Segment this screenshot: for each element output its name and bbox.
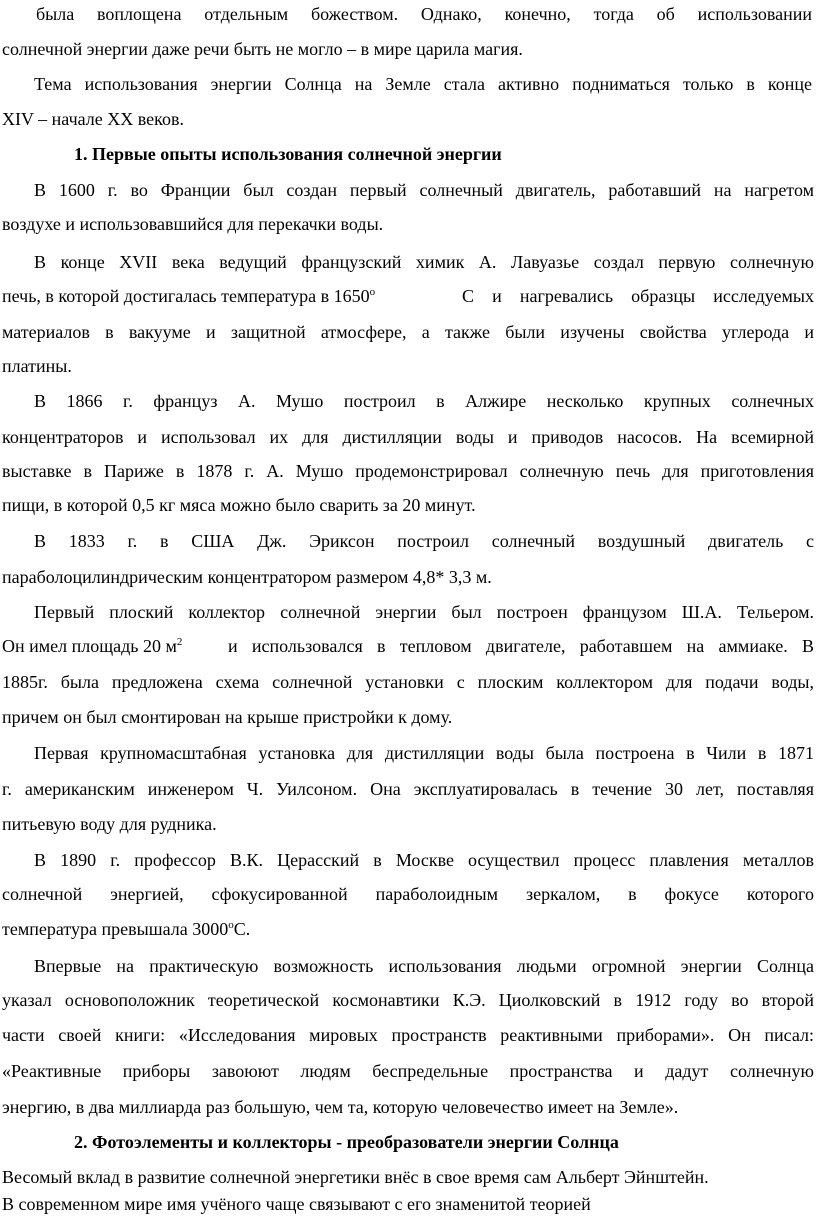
text-line: питьевую воду для рудника. xyxy=(2,814,217,834)
text-line: Весомый вклад в развитие солнечной энергетики внёс в свое время сам Альберт Эйнштейн. xyxy=(2,1167,709,1187)
text-line-with-superscript xyxy=(2,918,816,940)
section-heading-2: 2. Фотоэлементы и коллекторы - преобразователи энергии Солнца xyxy=(74,1132,619,1152)
text-line: В 1833 г. в США Дж. Эриксон построил солнечный воздушный двигатель с xyxy=(34,531,814,551)
text-line: Тема использования энергии Солнца на Земле стала активно подниматься только в конце xyxy=(34,74,812,94)
squared-sign: 2 xyxy=(176,636,183,648)
text-line: солнечной энергией, сфокусированной параболоидным зеркалом, в фокусе которого xyxy=(2,884,814,904)
text-fragment: печь, в которой достигалась температура в 1650 xyxy=(2,286,370,306)
text-fragment: и использовался в тепловом двигателе, работавшем на аммиаке. В xyxy=(228,636,814,656)
text-fragment: температура превышала 3000 xyxy=(2,919,229,939)
text-line: пищи, в которой 0,5 кг мяса можно было сварить за 20 минут. xyxy=(2,495,476,515)
text-line: Первая крупномасштабная установка для дистилляции воды была построена в Чили в 1871 xyxy=(34,743,814,763)
degree-sign: о xyxy=(369,286,376,298)
text-line: энергию, в два миллиарда раз большую, чем та, которую человечество имеет на Земле». xyxy=(2,1097,679,1117)
text-line: В 1890 г. профессор В.К. Церасский в Москве осуществил процесс плавления металлов xyxy=(34,850,814,870)
text-line: была воплощена отдельным божеством. Однако, конечно, тогда об использовании xyxy=(36,4,812,24)
text-line: В современном мире имя учёного чаще связывают с его знаменитой теорией xyxy=(2,1194,591,1214)
text-fragment: C и нагревались образцы исследуемых xyxy=(462,286,814,306)
text-line: В 1600 г. во Франции был создан первый солнечный двигатель, работавший на нагретом xyxy=(34,180,814,200)
text-line: воздухе и использовавшийся для перекачки воды. xyxy=(2,214,384,234)
text-fragment: Он имел площадь 20 м xyxy=(2,636,177,656)
text-fragment: C. xyxy=(233,919,251,939)
text-line: части своей книги: «Исследования мировых пространств реактивными приборами». Он писал: xyxy=(2,1025,814,1045)
text-line: солнечной энергии даже речи быть не могло – в мире царила магия. xyxy=(2,39,523,59)
text-line: В конце XVII века ведущий французский химик А. Лавуазье создал первую солнечную xyxy=(34,252,814,272)
text-line: указал основоположник теоретической космонавтики К.Э. Циолковский в 1912 году во второй xyxy=(2,990,814,1010)
text-line: «Реактивные приборы завоюют людям беспредельные пространства и дадут солнечную xyxy=(2,1061,814,1081)
text-line: В 1866 г. француз А. Мушо построил в Алжире несколько крупных солнечных xyxy=(34,391,814,411)
text-line-with-superscript xyxy=(2,285,814,307)
text-line-with-superscript xyxy=(2,635,814,657)
text-line: параболоцилиндрическим концентратором размером 4,8* 3,3 м. xyxy=(2,567,492,587)
text-line: Впервые на практическую возможность использования людьми огромной энергии Солнца xyxy=(34,956,814,976)
section-heading-1: 1. Первые опыты использования солнечной энергии xyxy=(74,144,502,164)
degree-sign: о xyxy=(228,919,234,931)
text-line: г. американским инженером Ч. Уилсоном. Она эксплуатировалась в течение 30 лет, поставляя xyxy=(2,779,814,799)
text-line: причем он был смонтирован на крыше пристройки к дому. xyxy=(2,707,453,727)
text-line: концентраторов и использовал их для дистилляции воды и приводов насосов. На всемирной xyxy=(2,427,814,447)
text-line: XIV – начале XX веков. xyxy=(2,109,184,129)
text-line: платины. xyxy=(2,356,72,376)
text-line: выставке в Париже в 1878 г. А. Мушо продемонстрировал солнечную печь для приготовления xyxy=(2,461,814,481)
text-line: Первый плоский коллектор солнечной энергии был построен французом Ш.А. Тельером. xyxy=(34,602,814,622)
text-line: материалов в вакууме и защитной атмосфере, а также были изучены свойства углерода и xyxy=(2,322,814,342)
text-line: 1885г. была предложена схема солнечной установки с плоским коллектором для подачи воды, xyxy=(2,672,814,692)
